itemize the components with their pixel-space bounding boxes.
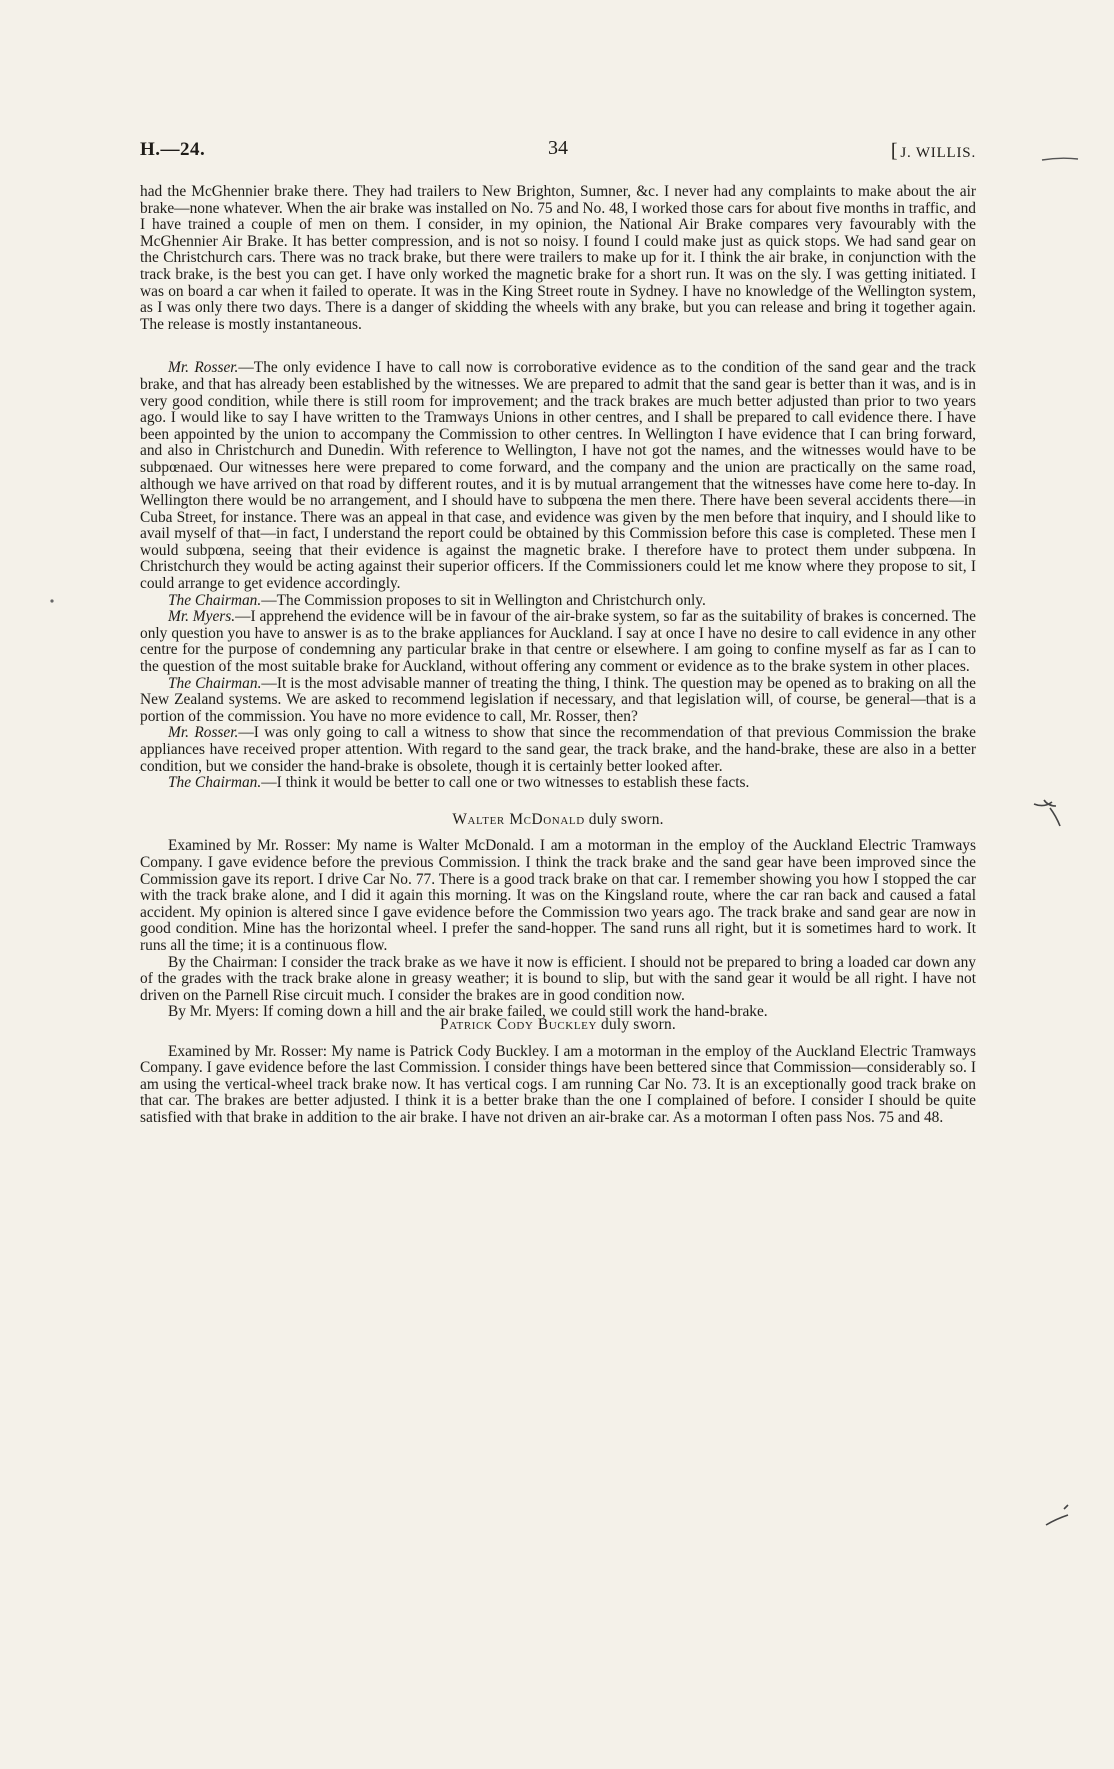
- statement-rosser-2: [140, 725, 976, 775]
- statement-chairman-2: [140, 676, 976, 726]
- statement-text: —I was only going to call a witness to show that since the recommendation of that previous Commission the brake appliances have received proper attention. With regard to the sand gear, the track brake, and the hand-brake, these are also in a better condition, but we consider the hand-brake is obsolete, though it is certainly better looked after.: [140, 724, 976, 775]
- continued-testimony: had the McGhennier brake there. They had trailers to New Brighton, Sumner, &c. I never had any complaints to make about the air brake—none whatever. When the air brake was installed on No. 75 and No. 48, I worked those cars for about five months in traffic, and I have trained a couple of men on them. I consider, in my opinion, the National Air Brake compares very favourably with the McGhennier Air Brake. It has better compression, and is not so noisy. I found I could make just as quick stops. We had sand gear on the Christchurch cars. There was no track brake, but there were trailers to make up for it. I think the air brake, in conjunction with the track brake, is the best you can get. I have only worked the magnetic brake for a short run. It was on the sly. I was getting initiated. I was on board a car when it failed to operate. It was in the King Street route in Sydney. I have no knowledge of the Wellington system, as I was only there two days. There is a danger of skidding the wheels with any brake, but you can release and bring it together again. The release is mostly instantaneous.: [140, 183, 976, 333]
- statement-text: —I think it would be better to call one or two witnesses to establish these facts.: [261, 774, 750, 792]
- speaker-label: Mr. Rosser.: [168, 359, 239, 377]
- scan-mark-dot: [48, 598, 56, 604]
- testimony-mcdonald-chairman: By the Chairman: I consider the track brake as we have it now is efficient. I should not be prepared to bring a loaded car down any of the grades with the track brake alone in greasy weather; it is bound to slip, but with the sand gear it would be all right. I have not driven on the Parnell Rise circuit much. I consider the brakes are in good condition now.: [140, 953, 976, 1004]
- speaker-label: The Chairman.: [168, 774, 262, 792]
- statement-text: —The only evidence I have to call now is corroborative evidence as to the condition of the sand gear and the track brake, and that has already been established by the witnesses. We are prepared to admit that the sand gear is better than it was, and is in very good condition, while there is still room for improvement; and the track brakes are much better adjusted than prior to two years ago. I would like to say I have written to the Tramways Unions in other centres, and I shall be prepared to call evidence there. I have been appointed by the union to accompany the Commission to other centres. In Wellington I have evidence that I can bring forward, and also in Christchurch and Dunedin. With reference to Wellington, I have not got the names, and the witnesses would have to be subpœnaed. Our witnesses here were prepared to come forward, and the company and the union are practically on the same road, although we have arrived on that road by different routes, and it is by mutual arrangement that the witnesses have come here to-day. In Wellington there would be no arrangement, and I should have to subpœna the men there. There have been several accidents there—in Cuba Street, for instance. There was an appeal in that case, and evidence was given by the men before that inquiry, and I should like to avail myself of that—in fact, I understand the report could be obtained by this Commission before this case is completed. These men I would subpœna, seeing that their evidence is against the magnetic brake. I therefore have to protect them under subpœna. In Christchurch they would be acting against their superior officers. If the Commissioners could let me know where they propose to sit, I could arrange to get evidence accordingly.: [140, 359, 976, 593]
- page-number: 34: [548, 137, 568, 159]
- scan-mark-margin-stroke: [1044, 1503, 1072, 1529]
- statement-text: —The Commission proposes to sit in Wellington and Christchurch only.: [261, 591, 706, 609]
- witness-name: J. WILLIS.: [900, 145, 976, 161]
- speaker-label: The Chairman.: [168, 591, 262, 609]
- statement-text: —It is the most advisable manner of treating the thing, I think. The question may be opened as to braking on all the New Zealand systems. We are asked to recommend legislation if necessary, and that legislation will, of course, be general—that is a portion of the commission. You have no more evidence to call, Mr. Rosser, then?: [140, 674, 976, 725]
- scan-mark-margin-squiggle: [1030, 790, 1070, 830]
- page-header: [140, 139, 976, 163]
- witness-heading-mcdonald: [140, 812, 976, 829]
- witness-heading-name: Patrick Cody Buckley: [440, 1015, 597, 1033]
- testimony-buckley-rosser: Examined by Mr. Rosser: My name is Patrick Cody Buckley. I am a motorman in the employ of the Auckland Electric Tramways Company. I gave evidence before the last Commission. I consider things have been bettered since that Commission—considerably so. I am using the vertical-wheel track brake now. It has vertical cogs. I am running Car No. 73. It is an exceptionally good track brake on that car. The brakes are better adjusted. I think it is a better brake than the one I complained of before. I consider I should be quite satisfied with that brake in addition to the air brake. I have not driven an air-brake car. As a motorman I often pass Nos. 75 and 48.: [140, 1042, 976, 1126]
- speaker-label: Mr. Rosser.: [168, 724, 239, 742]
- statement-myers: [140, 609, 976, 675]
- document-body: [140, 184, 976, 1126]
- witness-heading-suffix: duly sworn.: [597, 1015, 676, 1033]
- witness-running-head: [891, 140, 976, 163]
- testimony-mcdonald-rosser: Examined by Mr. Rosser: My name is Walter McDonald. I am a motorman in the employ of the Auckland Electric Tramways Company. I gave evidence before the previous Commission. I think the track brake and the sand gear have been improved since the Commission gave its report. I drive Car No. 77. There is a good track brake on that car. I remember showing you how I stopped the car with the track brake alone, and I did it again this morning. It was on the Kingsland route, where the car ran back and caused a fatal accident. My opinion is altered since I gave evidence before the Commission two years ago. The track brake and sand gear are now in good condition. Mine has the horizontal wheel. I prefer the sand-hopper. The sand runs all right, but it is sometimes hard to work. It runs all the time; it is a continuous flow.: [140, 837, 976, 954]
- speaker-label: Mr. Myers.: [168, 608, 236, 626]
- witness-heading-name: Walter McDonald: [452, 810, 585, 828]
- witness-heading-suffix: duly sworn.: [584, 810, 664, 828]
- scan-mark-top-right: [1040, 154, 1080, 164]
- statement-chairman-1: [140, 593, 976, 610]
- statement-rosser-1: [140, 360, 976, 592]
- header-bracket: [: [890, 140, 899, 162]
- statement-chairman-3: [140, 775, 976, 792]
- section-gap: [140, 333, 976, 360]
- speaker-label: The Chairman.: [168, 674, 262, 692]
- statement-text: —I apprehend the evidence will be in favour of the air-brake system, so far as the suitability of brakes is concerned. The only question you have to answer is as to the brake appliances for Auckland. I say at once I have no desire to call evidence in any other centre for the purpose of condemning any particular brake in that centre or elsewhere. I am going to confine myself as far as I can to the question of the most suitable brake for Auckland, without offering any comment or evidence as to the brake system in other places.: [140, 608, 977, 676]
- document-reference: H.—24.: [140, 139, 206, 160]
- testimony-mcdonald-myers: By Mr. Myers: If coming down a hill and the air brake failed, we could still work the hand-brake.: [168, 1003, 768, 1021]
